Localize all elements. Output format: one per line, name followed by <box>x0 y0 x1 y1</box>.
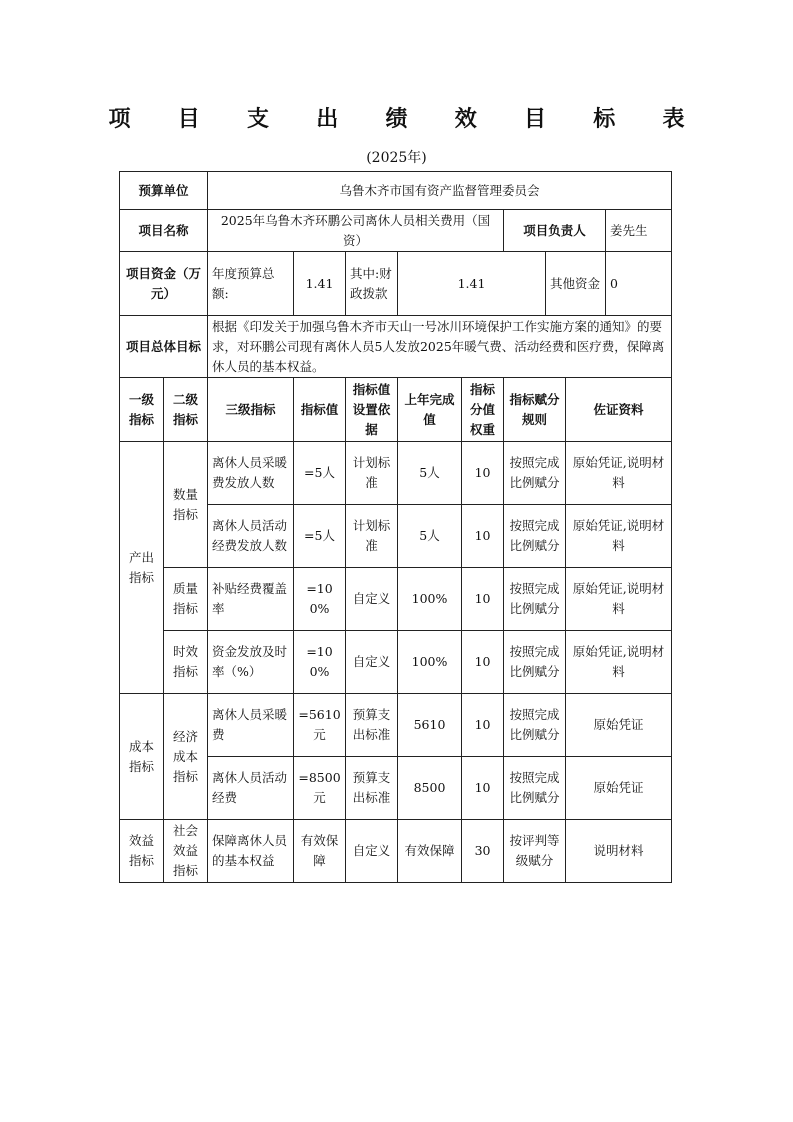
indicator-weight: 10 <box>462 442 504 505</box>
indicator-rule: 按照完成比例赋分 <box>504 694 566 757</box>
indicator-value: =5人 <box>294 505 346 568</box>
subgroup-social-benefit: 社会效益指标 <box>164 820 208 883</box>
indicator-value: =5610元 <box>294 694 346 757</box>
fiscal-allocation-value: 1.41 <box>398 252 546 316</box>
indicator-weight: 10 <box>462 631 504 694</box>
indicator-weight: 30 <box>462 820 504 883</box>
indicator-evidence: 原始凭证,说明材料 <box>566 505 672 568</box>
project-name-label: 项目名称 <box>120 210 208 252</box>
header-weight: 指标分值权重 <box>462 378 504 442</box>
indicator-basis: 预算支出标准 <box>346 757 398 820</box>
indicator-weight: 10 <box>462 694 504 757</box>
header-evidence: 佐证资料 <box>566 378 672 442</box>
header-value: 指标值 <box>294 378 346 442</box>
table-row <box>120 694 672 757</box>
indicator-name: 离休人员活动经费 <box>208 757 294 820</box>
project-funds-label: 项目资金（万元） <box>120 252 208 316</box>
header-level1: 一级指标 <box>120 378 164 442</box>
subgroup-economic-cost: 经济成本指标 <box>164 694 208 820</box>
indicator-basis: 计划标准 <box>346 505 398 568</box>
budget-unit-value: 乌鲁木齐市国有资产监督管理委员会 <box>208 172 672 210</box>
group-benefit: 效益指标 <box>120 820 164 883</box>
header-level2: 二级指标 <box>164 378 208 442</box>
indicator-rule: 按照完成比例赋分 <box>504 631 566 694</box>
table-row <box>120 442 672 505</box>
subgroup-timeliness: 时效指标 <box>164 631 208 694</box>
indicator-value: =100% <box>294 568 346 631</box>
project-leader-value: 姜先生 <box>606 210 672 252</box>
indicator-name: 保障离休人员的基本权益 <box>208 820 294 883</box>
indicator-last-year: 5人 <box>398 505 462 568</box>
indicator-value: =5人 <box>294 442 346 505</box>
indicator-last-year: 5人 <box>398 442 462 505</box>
indicator-evidence: 说明材料 <box>566 820 672 883</box>
project-name-row <box>120 210 672 252</box>
indicator-name: 资金发放及时率（%） <box>208 631 294 694</box>
indicator-last-year: 100% <box>398 631 462 694</box>
indicator-header-row <box>120 378 672 442</box>
indicator-last-year: 100% <box>398 568 462 631</box>
indicator-name: 离休人员采暖费 <box>208 694 294 757</box>
budget-unit-label: 预算单位 <box>120 172 208 210</box>
indicator-rule: 按照完成比例赋分 <box>504 568 566 631</box>
indicator-evidence: 原始凭证,说明材料 <box>566 568 672 631</box>
indicator-last-year: 8500 <box>398 757 462 820</box>
header-last-year: 上年完成值 <box>398 378 462 442</box>
fiscal-allocation-label: 其中:财政拨款 <box>346 252 398 316</box>
performance-table <box>119 171 672 883</box>
indicator-name: 补贴经费覆盖率 <box>208 568 294 631</box>
project-name-value: 2025年乌鲁木齐环鹏公司离休人员相关费用（国资） <box>208 210 504 252</box>
indicator-rule: 按照完成比例赋分 <box>504 505 566 568</box>
header-basis: 指标值设置依据 <box>346 378 398 442</box>
indicator-name: 离休人员活动经费发放人数 <box>208 505 294 568</box>
group-cost: 成本指标 <box>120 694 164 820</box>
indicator-weight: 10 <box>462 757 504 820</box>
indicator-basis: 计划标准 <box>346 442 398 505</box>
group-output: 产出指标 <box>120 442 164 694</box>
overall-goal-label: 项目总体目标 <box>120 316 208 378</box>
budget-unit-row <box>120 172 672 210</box>
indicator-rule: 按评判等级赋分 <box>504 820 566 883</box>
indicator-rule: 按照完成比例赋分 <box>504 442 566 505</box>
table-row <box>120 631 672 694</box>
indicator-evidence: 原始凭证,说明材料 <box>566 631 672 694</box>
subgroup-quality: 质量指标 <box>164 568 208 631</box>
indicator-name: 离休人员采暖费发放人数 <box>208 442 294 505</box>
indicator-basis: 预算支出标准 <box>346 694 398 757</box>
annual-budget-value: 1.41 <box>294 252 346 316</box>
indicator-basis: 自定义 <box>346 820 398 883</box>
header-level3: 三级指标 <box>208 378 294 442</box>
indicator-basis: 自定义 <box>346 568 398 631</box>
other-funds-value: 0 <box>606 252 672 316</box>
table-row <box>120 568 672 631</box>
overall-goal-value: 根据《印发关于加强乌鲁木齐市天山一号冰川环境保护工作实施方案的通知》的要求，对环鹏公司现有离休人员5人发放2025年暖气费、活动经费和医疗费，保障离休人员的基本权益。 <box>208 316 672 378</box>
indicator-rule: 按照完成比例赋分 <box>504 757 566 820</box>
project-leader-label: 项目负责人 <box>504 210 606 252</box>
indicator-weight: 10 <box>462 505 504 568</box>
subgroup-quantity: 数量指标 <box>164 442 208 568</box>
table-row <box>120 820 672 883</box>
annual-budget-label: 年度预算总额: <box>208 252 294 316</box>
indicator-evidence: 原始凭证 <box>566 757 672 820</box>
indicator-evidence: 原始凭证,说明材料 <box>566 442 672 505</box>
header-rule: 指标赋分规则 <box>504 378 566 442</box>
overall-goal-row <box>120 316 672 378</box>
indicator-basis: 自定义 <box>346 631 398 694</box>
indicator-value: =8500元 <box>294 757 346 820</box>
indicator-evidence: 原始凭证 <box>566 694 672 757</box>
indicator-weight: 10 <box>462 568 504 631</box>
other-funds-label: 其他资金 <box>546 252 606 316</box>
indicator-last-year: 有效保障 <box>398 820 462 883</box>
project-funds-row <box>120 252 672 316</box>
indicator-value: 有效保障 <box>294 820 346 883</box>
page-title: 项 目 支 出 绩 效 目 标 表 <box>108 107 705 132</box>
indicator-value: =100% <box>294 631 346 694</box>
report-year: (2025年) <box>366 150 427 166</box>
indicator-last-year: 5610 <box>398 694 462 757</box>
